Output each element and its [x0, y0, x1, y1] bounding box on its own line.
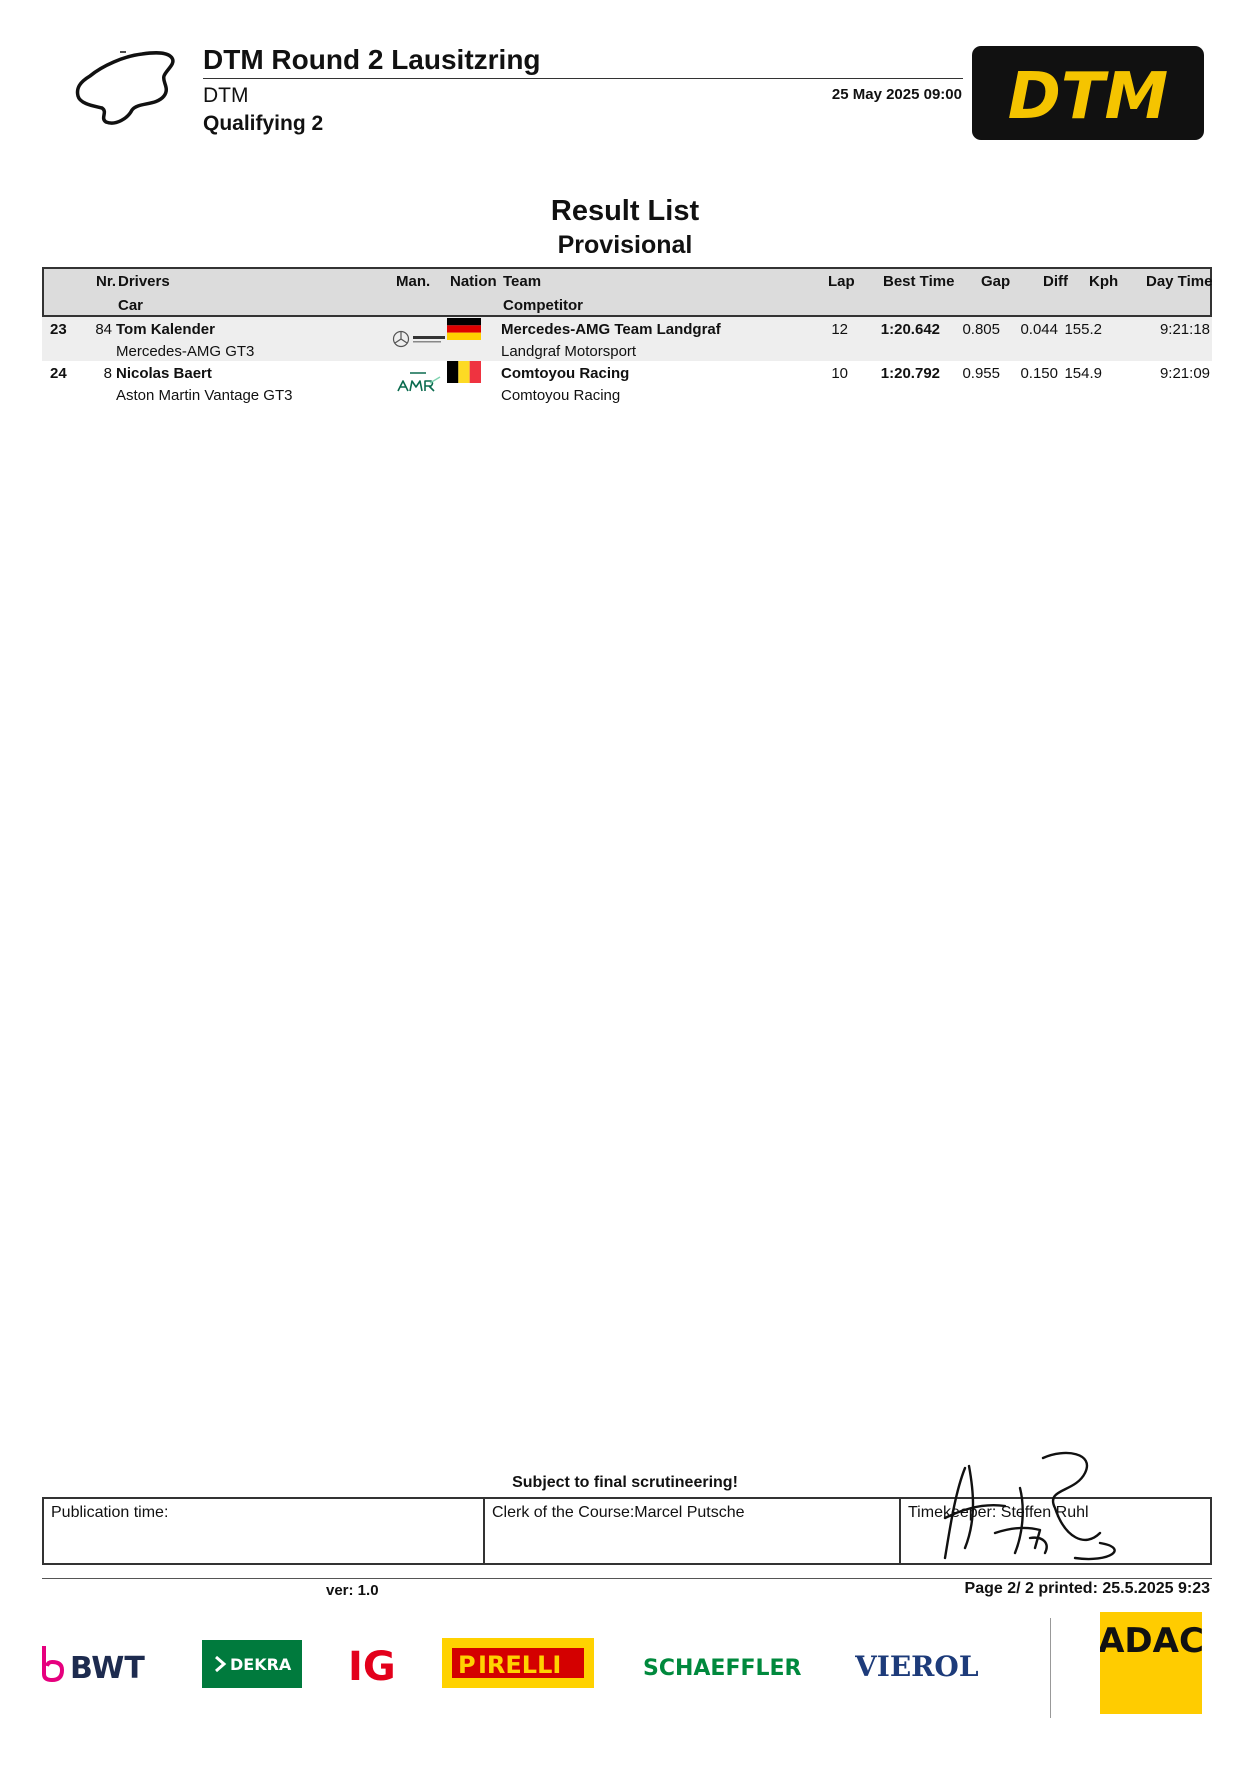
- aston-martin-amr-logo-icon: [394, 369, 442, 397]
- row-best-time: 1:20.792: [880, 365, 940, 382]
- row-position: 24: [50, 365, 67, 382]
- page-info: Page 2/ 2 printed: 25.5.2025 9:23: [964, 1580, 1210, 1597]
- row-car: Mercedes-AMG GT3: [116, 343, 255, 360]
- title-divider: [203, 78, 963, 79]
- belgium-flag-icon: [447, 361, 481, 383]
- row-car-number: 8: [103, 365, 112, 382]
- vierol-logo: [855, 1644, 1005, 1686]
- mercedes-amg-logo-icon: [392, 327, 448, 351]
- row-kph: 155.2: [1064, 321, 1102, 338]
- svg-text:SCHAEFFLER: SCHAEFFLER: [643, 1656, 802, 1681]
- table-row: [42, 317, 1212, 361]
- scrutineering-notice: Subject to final scrutineering!: [512, 1474, 738, 1491]
- header-nr: Nr.: [96, 273, 117, 290]
- row-laps: 12: [831, 321, 848, 338]
- header-competitor: Competitor: [503, 297, 583, 314]
- row-best-time: 1:20.642: [880, 321, 940, 338]
- header-best-time: Best Time: [883, 273, 955, 290]
- row-position: 23: [50, 321, 67, 338]
- dtm-logo: [972, 46, 1204, 140]
- svg-text:VIEROL: VIEROL: [855, 1650, 979, 1683]
- version-label: ver: 1.0: [326, 1582, 379, 1599]
- timekeeper: Timekeeper: Steffen Ruhl: [908, 1504, 1089, 1521]
- track-map-icon: [72, 46, 182, 131]
- row-team: Comtoyou Racing: [501, 365, 630, 382]
- svg-text:IRELLI: IRELLI: [478, 1651, 562, 1679]
- row-competitor: Comtoyou Racing: [501, 387, 621, 404]
- row-diff: 0.150: [1020, 365, 1058, 382]
- session-name: Qualifying 2: [203, 112, 324, 135]
- svg-text:BWT: BWT: [70, 1651, 145, 1686]
- event-title: DTM Round 2 Lausitzring: [203, 44, 541, 75]
- handwritten-signature: [925, 1448, 1150, 1568]
- svg-text:IG: IG: [348, 1644, 396, 1688]
- row-competitor: Landgraf Motorsport: [501, 343, 637, 360]
- dtm-logo-text: DTM: [1007, 60, 1169, 134]
- schaeffler-logo: [643, 1645, 813, 1685]
- header-drivers: Drivers: [118, 273, 170, 290]
- row-gap: 0.805: [962, 321, 1000, 338]
- sponsor-divider: [1050, 1618, 1051, 1718]
- event-date: 25 May 2025 09:00: [831, 86, 962, 103]
- row-day-time: 9:21:18: [1159, 321, 1210, 338]
- table-row: [42, 361, 1212, 405]
- row-kph: 154.9: [1064, 365, 1102, 382]
- dekra-logo: [202, 1640, 302, 1688]
- results-table: [42, 267, 1212, 405]
- row-day-time: 9:21:09: [1159, 365, 1210, 382]
- ig-logo: [346, 1640, 402, 1688]
- footer-divider: [42, 1578, 1212, 1579]
- series-name: DTM: [203, 84, 249, 107]
- header-manufacturer: Man.: [396, 273, 431, 290]
- publication-time: Publication time:: [44, 1499, 485, 1563]
- row-laps: 10: [831, 365, 848, 382]
- list-title: Result List: [550, 195, 700, 227]
- germany-flag-icon: [447, 318, 481, 340]
- row-car-number: 84: [95, 321, 112, 338]
- clerk-of-course: Clerk of the Course:Marcel Putsche: [485, 1499, 901, 1563]
- svg-text:DEKRA: DEKRA: [230, 1655, 292, 1674]
- bwt-logo: [40, 1640, 155, 1686]
- header-car: Car: [118, 297, 144, 314]
- row-driver: Nicolas Baert: [116, 365, 212, 382]
- row-diff: 0.044: [1020, 321, 1058, 338]
- list-status: Provisional: [557, 231, 693, 259]
- pirelli-logo: [442, 1638, 594, 1688]
- row-team: Mercedes-AMG Team Landgraf: [501, 321, 721, 338]
- header-day-time: Day Time: [1146, 273, 1213, 290]
- header-diff: Diff: [1043, 273, 1068, 290]
- header-nation: Nation: [450, 273, 497, 290]
- row-gap: 0.955: [962, 365, 1000, 382]
- row-car: Aston Martin Vantage GT3: [116, 387, 293, 404]
- header-kph: Kph: [1089, 273, 1119, 290]
- header-team: Team: [503, 273, 542, 290]
- header-gap: Gap: [981, 273, 1011, 290]
- svg-text:ADAC: ADAC: [1100, 1621, 1202, 1661]
- row-driver: Tom Kalender: [116, 321, 215, 338]
- svg-text:P: P: [458, 1651, 476, 1679]
- header-lap: Lap: [828, 273, 855, 290]
- table-header: [42, 267, 1212, 317]
- adac-logo: [1100, 1612, 1202, 1714]
